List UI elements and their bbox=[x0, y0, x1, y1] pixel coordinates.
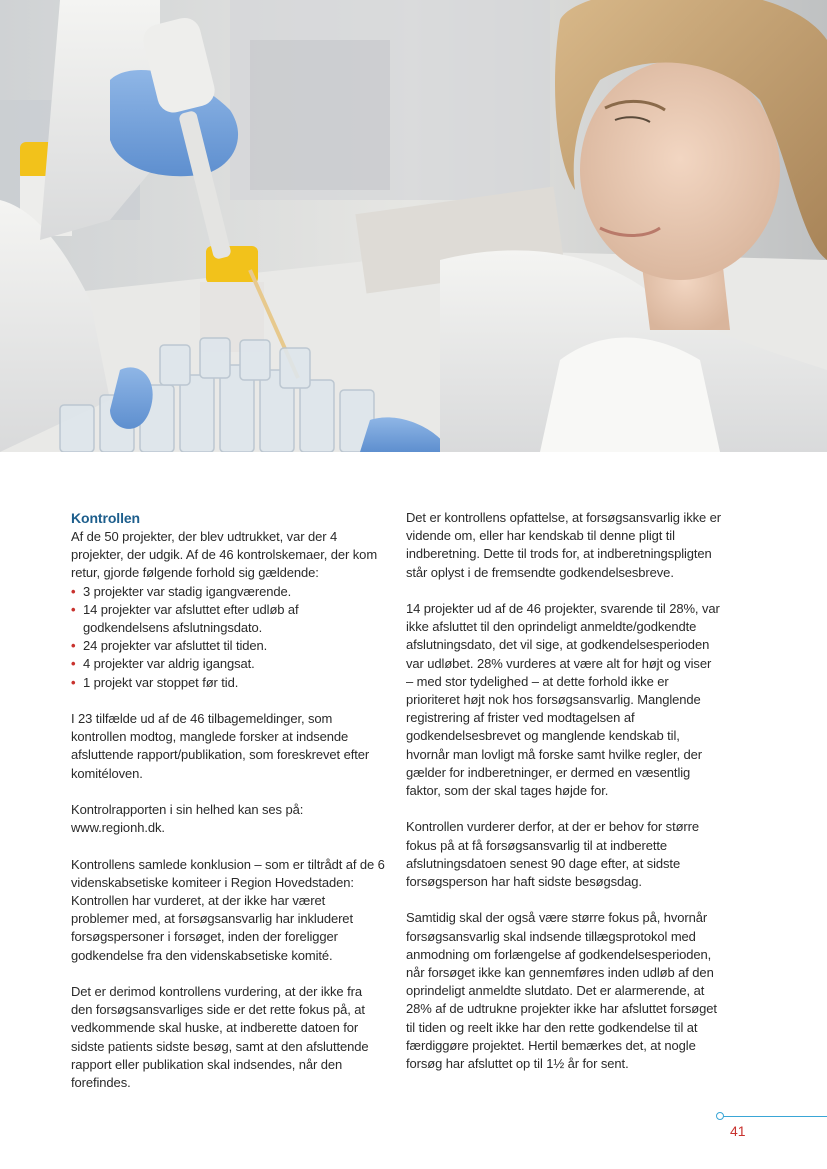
footer-rule-dot bbox=[716, 1112, 724, 1120]
list-item: • 4 projekter var aldrig igangsat. bbox=[71, 655, 386, 673]
page-number: 41 bbox=[730, 1123, 746, 1139]
right-column bbox=[406, 509, 721, 1091]
paragraph: Samtidig skal der også være større fokus på, hvornår forsøgsansvarlig skal indsende tillægsprotokol med anmodning om forlængelse af godkendelsesperioden, når forsøget ikke kan gennemføres inden udløb af den oprindeligt anmeldte slutdato. Det er alarmerende, at 28% af de udtrukne projekter ikke har afsluttet forsøget til tiden og reelt ikke har den rette godkendelse til at færdiggøre projektet. Hertil bemærkes det, at nogle forsøg har afsluttet op til 1½ år for sent. bbox=[406, 910, 717, 1072]
section-heading: Kontrollen bbox=[71, 510, 140, 526]
left-column bbox=[71, 509, 386, 1110]
list-item: • 3 projekter var stadig igangværende. bbox=[71, 583, 386, 601]
paragraph: Det er kontrollens opfattelse, at forsøgsansvarlig ikke er vidende om, eller har kendskab til denne pligt til indberetning. Dette til trods for, at indberetningspligten står oplyst i de fremsendte godkendelsesbreve. bbox=[406, 510, 722, 580]
paragraph: 14 projekter ud af de 46 projekter, svarende til 28%, var ikke afsluttet til den oprindeligt anmeldte/godkendte afslutningsdato, det vil sige, at godkendelsesperioden var udløbet. 28% vurderes at være alt for højt og viser – med stor tydelighed – at dette forhold ikke er prioriteret højt nok hos forsøgsansvarlig. Manglende registrering af frister ved modtagelsen af godkendelsesbrevet og manglende kendskab til, hvornår man lovligt må forske samt hvilke regler, der gælder for indberetninger, er dermed en væsentlig faktor, som der skal tages højde for. bbox=[406, 601, 720, 799]
lab-scene-illustration bbox=[0, 0, 827, 452]
paragraph: Kontrollens samlede konklusion – som er tiltrådt af de 6 videnskabsetiske komiteer i Region Hovedstaden: Kontrollen har vurderet, at der ikke har været problemer med, at forsøgsansvarlig har inkluderet forsøgspersoner i forsøget, inden der foreligger godkendelse fra den videnskabsetiske komité. bbox=[71, 856, 385, 963]
intro-paragraph: Af de 50 projekter, der blev udtrukket, var der 4 projekter, der udgik. Af de 46 kontrolskemaer, der kom retur, gjorde følgende forhold sig gældende: bbox=[71, 529, 378, 581]
paragraph: I 23 tilfælde ud af de 46 tilbagemeldinger, som kontrollen modtog, manglede forsker at indsende afsluttende rapport/publikation, som foreskrevet efter komitéloven. bbox=[71, 711, 370, 781]
paragraph: Kontrollen vurderer derfor, at der er behov for større fokus på at få forsøgsansvarlig til at indberette afslutningsdatoen senest 90 dage efter, at sidste forsøgsperson har haft sidste besøgsdag. bbox=[406, 819, 700, 890]
header-photo bbox=[0, 0, 827, 452]
list-item: • 24 projekter var afsluttet til tiden. bbox=[71, 637, 386, 655]
paragraph: Kontrolrapporten i sin helhed kan ses på: www.regionh.dk. bbox=[71, 802, 304, 836]
paragraph: Det er derimod kontrollens vurdering, at der ikke fra den forsøgsansvarliges side er det rette fokus på, at vedkommende skal huske, at indberette datoen for sidste patients sidste besøg, samt at den afsluttende rapport eller publikation skal indsendes, når den forefindes. bbox=[71, 984, 369, 1091]
results-list bbox=[71, 583, 386, 692]
list-item: • 14 projekter var afsluttet efter udløb af godkendelsens afslutningsdato. bbox=[71, 601, 386, 637]
footer-rule bbox=[722, 1116, 827, 1117]
list-item: • 1 projekt var stoppet før tid. bbox=[71, 674, 386, 692]
